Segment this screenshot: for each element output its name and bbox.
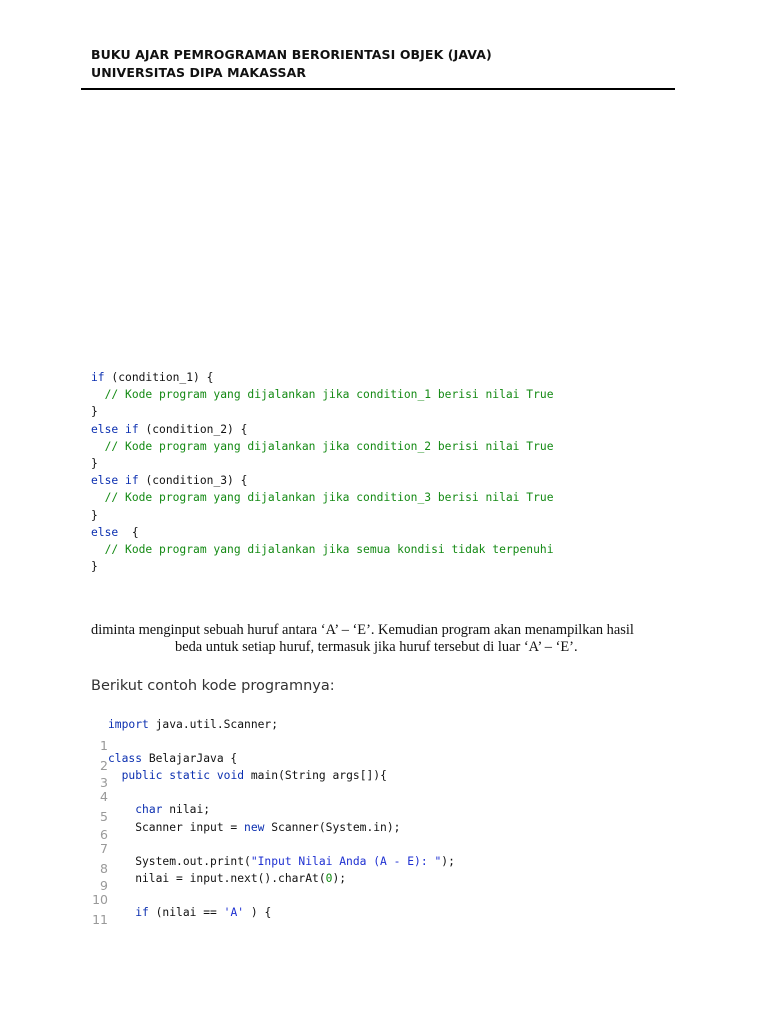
- code-token: [91, 543, 105, 556]
- code-token: [108, 803, 135, 816]
- code-text: [108, 750, 237, 767]
- code-text: [108, 767, 387, 784]
- code-token: if: [135, 906, 149, 920]
- code-text: [108, 853, 455, 870]
- paragraph-line: diminta menginput sebuah huruf antara ‘A’ – ‘E’. Kemudian program akan menampilkan hasil: [91, 622, 634, 638]
- code-token: System.out.print(: [108, 854, 251, 868]
- code-line: [91, 524, 554, 541]
- code-token: main(String args[]){: [244, 769, 387, 783]
- code-line: [91, 507, 554, 524]
- code-token: BelajarJava {: [142, 752, 238, 766]
- body-paragraph: [91, 622, 681, 656]
- code-token: }: [91, 508, 98, 522]
- code-token: // Kode program yang dijalankan jika condition_2 berisi nilai True: [104, 439, 554, 453]
- code-line: [91, 489, 554, 506]
- code-token: {: [118, 525, 139, 539]
- code-token: char: [135, 803, 163, 817]
- code-token: new: [244, 820, 265, 834]
- line-number: 8: [100, 860, 108, 876]
- code-token: Scanner(System.in);: [264, 820, 401, 834]
- code-token: void: [216, 769, 245, 783]
- code-token: public: [121, 769, 163, 783]
- code-token: (condition_3) {: [138, 474, 248, 488]
- line-number: 9: [100, 877, 108, 893]
- code-line: [91, 421, 554, 438]
- code-token: "Input Nilai Anda (A - E): ": [250, 854, 442, 868]
- code-token: import: [108, 718, 149, 731]
- line-number: 4: [100, 789, 108, 805]
- code-token: else: [91, 474, 119, 488]
- code-token: [91, 491, 105, 504]
- code-line: [91, 438, 554, 455]
- line-number: 3: [100, 775, 108, 791]
- code-line: [91, 558, 554, 575]
- code-token: // Kode program yang dijalankan jika condition_1 berisi nilai True: [104, 388, 554, 402]
- line-number: 7: [100, 840, 108, 856]
- code-token: (condition_1) {: [104, 371, 214, 384]
- if-else-syntax-code: [91, 369, 554, 575]
- code-line: [91, 455, 554, 472]
- page-header: [91, 46, 492, 82]
- code-token: else: [91, 422, 119, 436]
- code-token: }: [91, 405, 98, 419]
- code-text: [108, 870, 346, 887]
- code-text: [108, 819, 400, 836]
- code-text: [108, 904, 271, 921]
- code-token: nilai = input.next().charAt(: [108, 871, 326, 885]
- code-token: 0: [325, 871, 333, 885]
- line-number: 5: [100, 809, 108, 825]
- line-number: 11: [92, 912, 108, 928]
- code-token: [118, 423, 125, 436]
- code-token: [118, 474, 125, 487]
- code-token: nilai;: [162, 803, 211, 817]
- paragraph-line: beda untuk setiap huruf, termasuk jika huruf tersebut di luar ‘A’ – ‘E’.: [175, 639, 578, 655]
- code-token: (condition_2) {: [138, 422, 248, 436]
- code-line: [91, 369, 554, 386]
- code-token: else: [91, 525, 119, 539]
- code-line: [91, 541, 554, 558]
- code-token: if: [125, 422, 139, 436]
- code-token: [91, 388, 105, 401]
- code-token: [108, 906, 135, 919]
- code-token: [108, 769, 122, 782]
- code-token: );: [332, 871, 347, 885]
- line-number: 6: [100, 826, 108, 842]
- code-token: );: [441, 854, 455, 868]
- code-token: class: [108, 752, 143, 766]
- code-line: [91, 386, 554, 403]
- code-token: if: [125, 474, 139, 488]
- code-token: Scanner input =: [108, 820, 245, 834]
- code-line: [91, 472, 554, 489]
- code-token: 'A': [223, 906, 245, 920]
- code-text: [108, 716, 278, 733]
- code-token: ) {: [244, 906, 272, 920]
- line-number: 10: [92, 891, 108, 907]
- code-token: // Kode program yang dijalankan jika condition_3 berisi nilai True: [104, 491, 554, 505]
- code-token: }: [91, 456, 98, 470]
- code-line: [91, 403, 554, 420]
- code-token: java.util.Scanner;: [148, 718, 279, 731]
- code-token: static: [169, 769, 211, 783]
- book-title: BUKU AJAR PEMROGRAMAN BERORIENTASI OBJEK (JAVA): [91, 47, 492, 62]
- code-text: [108, 801, 210, 818]
- code-token: [210, 769, 217, 782]
- university-name: UNIVERSITAS DIPA MAKASSAR: [91, 65, 307, 80]
- code-token: [91, 440, 105, 453]
- intro-text: Berikut contoh kode programnya:: [91, 678, 335, 694]
- code-token: // Kode program yang dijalankan jika semua kondisi tidak terpenuhi: [104, 542, 554, 556]
- code-token: (nilai ==: [148, 906, 224, 920]
- line-number: 2: [100, 758, 108, 774]
- line-number: 1: [100, 738, 108, 754]
- code-token: if: [91, 371, 105, 384]
- code-token: }: [91, 560, 98, 574]
- header-divider: [81, 88, 675, 90]
